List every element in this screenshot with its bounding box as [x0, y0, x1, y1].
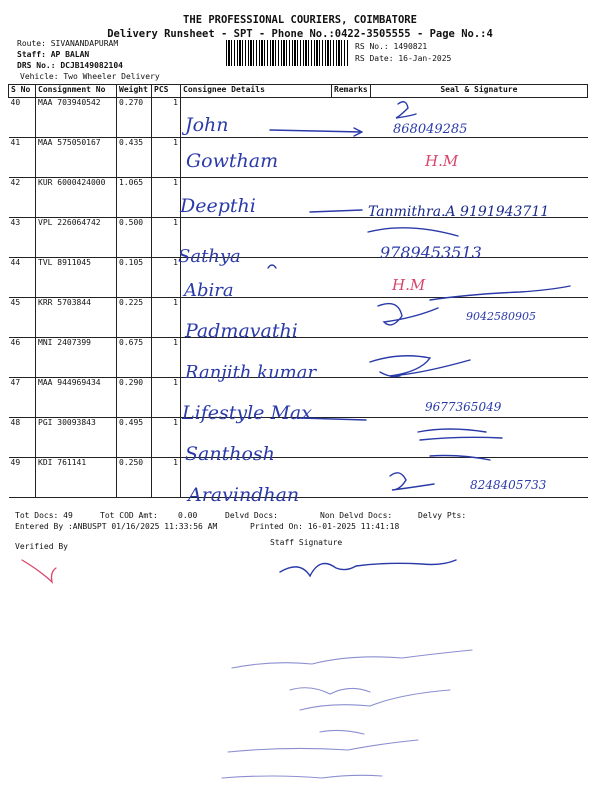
- printed-on: Printed On: 16-01-2025 11:41:18: [250, 522, 400, 531]
- rs-date: RS Date: 16-Jan-2025: [355, 54, 452, 63]
- pcs-cell: 1: [152, 138, 181, 178]
- consignee-handwriting: Aravindhan: [188, 484, 300, 506]
- delivery-points: Delvy Pts:: [418, 511, 467, 520]
- consignment-cell: TVL 8911045: [36, 258, 117, 298]
- col-pcs: PCS: [152, 85, 181, 98]
- col-sno: S No: [9, 85, 36, 98]
- col-weight: Weight: [117, 85, 152, 98]
- pcs-cell: 1: [152, 338, 181, 378]
- weight-cell: 0.250: [117, 458, 152, 498]
- consignee-handwriting: John: [185, 114, 229, 136]
- consignee-handwriting: Ranjith kumar: [185, 362, 317, 383]
- consignee-handwriting: Abira: [184, 280, 234, 301]
- pcs-cell: 1: [152, 178, 181, 218]
- sno-cell: 46: [9, 338, 36, 378]
- rs-number: RS No.: 1490821: [355, 42, 428, 51]
- pcs-cell: 1: [152, 378, 181, 418]
- sno-cell: 45: [9, 298, 36, 338]
- weight-cell: 0.290: [117, 378, 152, 418]
- consignee-handwriting: Padmavathi: [185, 320, 298, 342]
- col-consignment: Consignment No: [36, 85, 117, 98]
- pcs-cell: 1: [152, 298, 181, 338]
- drs-number: DRS No.: DCJB149082104: [17, 61, 123, 70]
- sno-cell: 47: [9, 378, 36, 418]
- total-docs: Tot Docs: 49: [15, 511, 73, 520]
- consignment-cell: VPL 226064742: [36, 218, 117, 258]
- pcs-cell: 1: [152, 458, 181, 498]
- pcs-cell: 1: [152, 258, 181, 298]
- col-seal: Seal & Signature: [370, 85, 587, 98]
- runsheet-subtitle: Delivery Runsheet - SPT - Phone No.:0422-3505555 - Page No.:4: [107, 28, 493, 40]
- consignee-handwriting: Santhosh: [185, 443, 275, 465]
- consignment-cell: MNI 2407399: [36, 338, 117, 378]
- consignment-cell: KUR 6000424000: [36, 178, 117, 218]
- staff-label: Staff: AP BALAN: [17, 50, 90, 59]
- seal-handwriting: H.M: [425, 152, 459, 170]
- pcs-cell: 1: [152, 418, 181, 458]
- consignment-cell: MAA 944969434: [36, 378, 117, 418]
- staff-signature: Staff Signature: [270, 538, 343, 547]
- sno-cell: 44: [9, 258, 36, 298]
- vehicle-label: Vehicle: Two Wheeler Delivery: [20, 72, 160, 81]
- company-title: THE PROFESSIONAL COURIERS, COIMBATORE: [183, 14, 417, 26]
- sno-cell: 41: [9, 138, 36, 178]
- weight-cell: 1.065: [117, 178, 152, 218]
- pcs-cell: 1: [152, 98, 181, 138]
- col-consignee: Consignee Details: [181, 85, 332, 98]
- weight-cell: 0.435: [117, 138, 152, 178]
- consignment-cell: PGI 30093843: [36, 418, 117, 458]
- consignee-handwriting: Lifestyle Max: [182, 402, 312, 424]
- sno-cell: 49: [9, 458, 36, 498]
- consignment-cell: KRR 5703844: [36, 298, 117, 338]
- sno-cell: 40: [9, 98, 36, 138]
- col-remarks: Remarks: [332, 85, 371, 98]
- weight-cell: 0.495: [117, 418, 152, 458]
- seal-handwriting: 9677365049: [425, 400, 502, 414]
- seal-handwriting: H.M: [392, 276, 426, 294]
- seal-handwriting: 9789453513: [380, 243, 482, 262]
- weight-cell: 0.105: [117, 258, 152, 298]
- cod-label: Tot COD Amt:: [100, 511, 158, 520]
- consignee-handwriting: Deepthi: [180, 195, 256, 217]
- sno-cell: 48: [9, 418, 36, 458]
- consignment-cell: KDI 761141: [36, 458, 117, 498]
- sno-cell: 42: [9, 178, 36, 218]
- consignee-handwriting: Sathya: [178, 246, 241, 267]
- seal-handwriting: 9042580905: [466, 310, 536, 323]
- consignee-handwriting: Gowtham: [186, 150, 279, 172]
- seal-handwriting: 868049285: [393, 122, 468, 137]
- delivered-docs: Delvd Docs:: [225, 511, 278, 520]
- route-label: Route: SIVANANDAPURAM: [17, 39, 119, 48]
- seal-handwriting: 8248405733: [470, 478, 547, 492]
- weight-cell: 0.225: [117, 298, 152, 338]
- weight-cell: 0.675: [117, 338, 152, 378]
- verified-by: Verified By: [15, 542, 68, 551]
- consignment-cell: MAA 575050167: [36, 138, 117, 178]
- weight-cell: 0.270: [117, 98, 152, 138]
- pcs-cell: 1: [152, 218, 181, 258]
- consignment-cell: MAA 703940542: [36, 98, 117, 138]
- cod-value: 0.00: [178, 511, 198, 520]
- weight-cell: 0.500: [117, 218, 152, 258]
- seal-handwriting: Tanmithra.A 9191943711: [368, 204, 550, 220]
- sno-cell: 43: [9, 218, 36, 258]
- entered-by: Entered By :ANBUSPT 01/16/2025 11:33:56 AM: [15, 522, 218, 531]
- non-delivered-docs: Non Delvd Docs:: [320, 511, 393, 520]
